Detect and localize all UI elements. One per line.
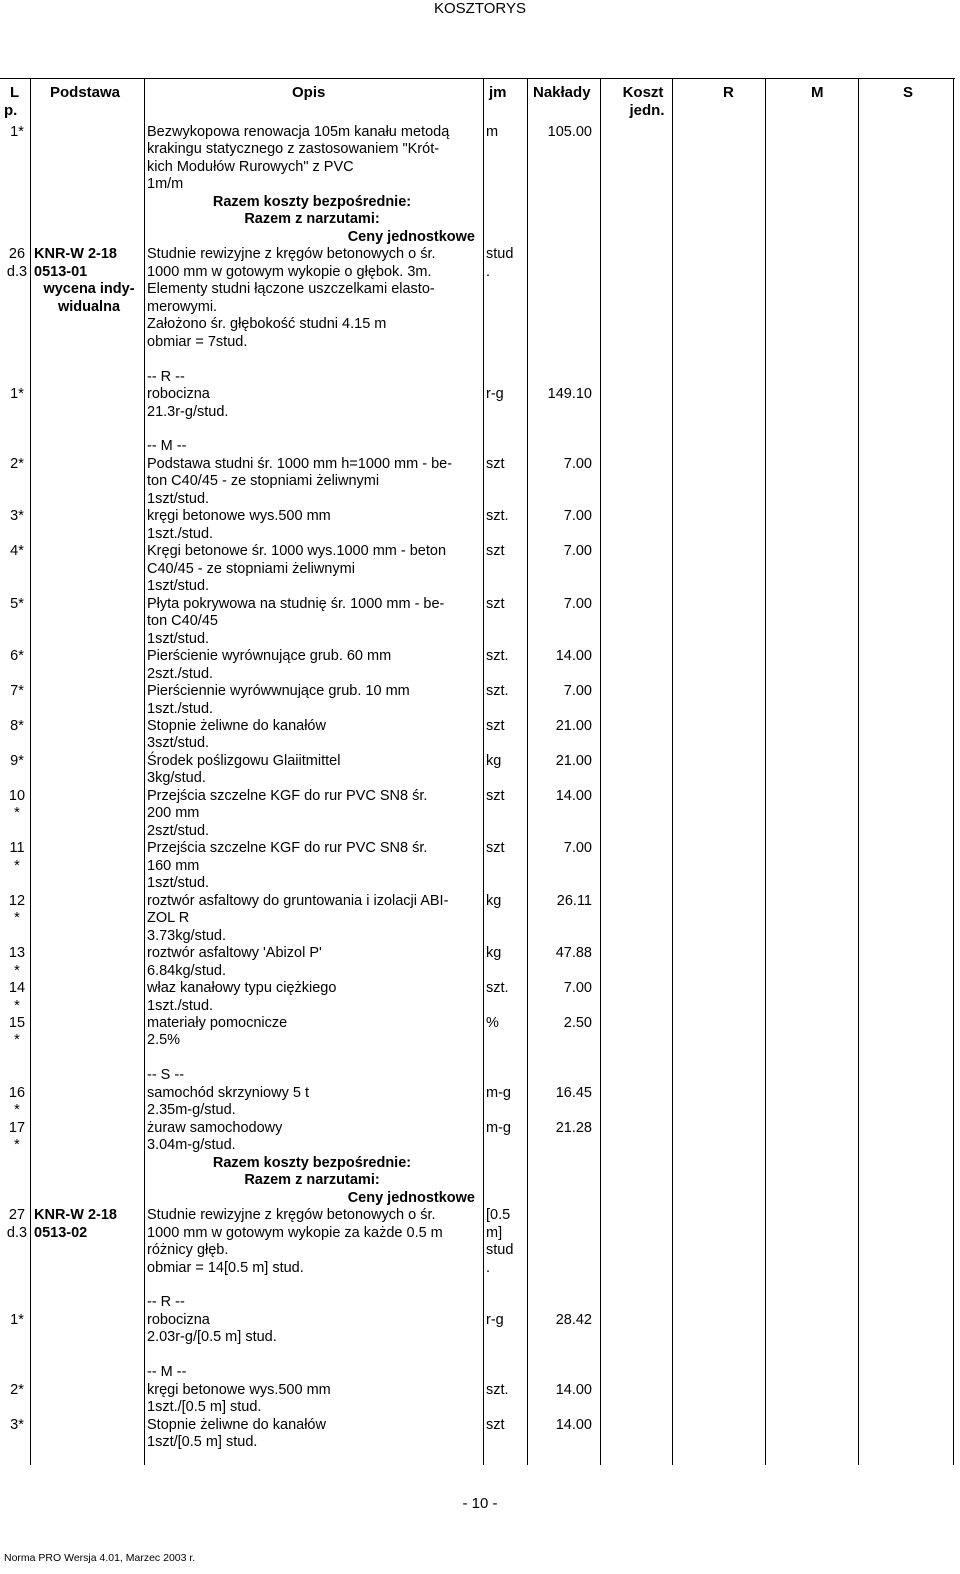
row-opis: Kręgi betonowe śr. 1000 wys.1000 mm - beton (147, 543, 447, 560)
row-lp: * (14, 962, 20, 979)
table-row (0, 176, 960, 194)
table-row (0, 1434, 960, 1452)
row-jm: kg (486, 945, 502, 962)
row-jm: % (486, 1014, 499, 1031)
row-jm: . (486, 1259, 491, 1276)
row-naklady: 16.45 (555, 1084, 592, 1101)
row-opis: 200 mm (147, 805, 200, 822)
row-naklady: 105.00 (547, 124, 592, 140)
row-opis: Założono śr. głębokość studni 4.15 m (147, 316, 387, 333)
row-lp: 1* (10, 386, 24, 403)
row-lp: * (14, 910, 20, 927)
header-opis: Opis (292, 84, 326, 101)
table-row (0, 963, 960, 981)
row-jm: . (486, 263, 491, 280)
header-lp: L p. (4, 84, 20, 119)
header-naklady: Nakłady (533, 84, 591, 101)
row-opis: ZOL R (147, 910, 190, 927)
table-row (0, 1347, 960, 1365)
row-opis: 1szt./stud. (147, 997, 214, 1014)
row-lp: 27 (8, 1207, 26, 1224)
row-jm: szt (486, 787, 505, 804)
row-opis: 21.3r-g/stud. (147, 403, 229, 420)
row-opis: 2.35m-g/stud. (147, 1102, 236, 1119)
row-opis: Pierścienie wyrównujące grub. 60 mm (147, 648, 392, 665)
row-summary-label: Razem z narzutami: (244, 211, 380, 228)
row-opis: 1szt/stud. (147, 630, 210, 647)
row-lp: * (14, 805, 20, 822)
row-lp: 26 (8, 246, 26, 263)
table-row (0, 526, 960, 544)
table-row (0, 1277, 960, 1295)
row-naklady: 14.00 (555, 1416, 592, 1433)
row-lp: 17 (8, 1119, 26, 1136)
row-jm: stud (486, 1242, 514, 1259)
table-row (0, 578, 960, 596)
row-lp: 7* (10, 683, 24, 700)
table-row (0, 875, 960, 893)
table-row (0, 1015, 960, 1033)
table-row (0, 473, 960, 491)
table-row (0, 805, 960, 823)
row-jm: m (486, 124, 499, 140)
row-lp: 4* (10, 543, 24, 560)
row-opis: 1szt/stud. (147, 490, 210, 507)
row-opis: właz kanałowy typu ciężkiego (147, 980, 337, 997)
table-row (0, 246, 960, 264)
table-row (0, 1207, 960, 1225)
table-row (0, 561, 960, 579)
row-podstawa: KNR-W 2-18 (34, 1207, 117, 1224)
row-lp: 2* (10, 455, 24, 472)
table-row (0, 823, 960, 841)
row-opis: 3szt/stud. (147, 735, 210, 752)
table-row (0, 316, 960, 334)
row-opis: kręgi betonowe wys.500 mm (147, 508, 331, 525)
table-row (0, 753, 960, 771)
row-naklady: 21.00 (555, 717, 592, 734)
row-naklady: 7.00 (563, 683, 592, 700)
table-row (0, 1172, 960, 1190)
row-opis: 1szt./stud. (147, 525, 214, 542)
row-opis: Elementy studni łączone uszczelkami elasto- (147, 281, 435, 298)
row-opis: Studnie rewizyjne z kręgów betonowych o śr. (147, 1207, 436, 1224)
row-lp: 15 (8, 1014, 26, 1031)
row-naklady: 47.88 (555, 945, 592, 962)
table-row (0, 1102, 960, 1120)
row-lp: * (14, 1032, 20, 1049)
row-lp: d.3 (6, 1224, 28, 1241)
row-opis: merowymi. (147, 298, 218, 315)
row-opis: 3.04m-g/stud. (147, 1137, 236, 1154)
row-opis: 2szt./stud. (147, 665, 214, 682)
row-naklady: 7.00 (563, 980, 592, 997)
row-lp: * (14, 1102, 20, 1119)
header-koszt: Koszt jedn. (622, 84, 665, 119)
table-row (0, 788, 960, 806)
row-jm: m-g (486, 1119, 511, 1136)
row-opis: Podstawa studni śr. 1000 mm h=1000 mm - be- (147, 455, 453, 472)
table-row (0, 1085, 960, 1103)
header-jm: jm (489, 84, 507, 101)
table-row (0, 264, 960, 282)
row-opis: robocizna (147, 386, 210, 403)
row-opis: Płyta pokrywowa na studnię śr. 1000 mm - be- (147, 595, 445, 612)
row-podstawa: 0513-01 (34, 263, 88, 280)
table-row (0, 141, 960, 159)
table-row (0, 1032, 960, 1050)
row-lp: 11 (9, 840, 25, 857)
row-naklady: 7.00 (563, 840, 592, 857)
row-naklady: 14.00 (555, 648, 592, 665)
row-lp: 8* (10, 717, 24, 734)
row-naklady: 28.42 (555, 1311, 592, 1328)
row-lp: 9* (10, 752, 24, 769)
page-number: - 10 - (462, 1495, 498, 1512)
row-lp: * (14, 857, 20, 874)
row-summary-label: Razem koszty bezpośrednie: (212, 1154, 412, 1171)
row-jm: r-g (486, 1311, 504, 1328)
row-opis: różnicy głęb. (147, 1242, 229, 1259)
row-opis: 2szt/stud. (147, 822, 210, 839)
row-lp: 3* (10, 508, 24, 525)
header-m: M (811, 84, 824, 101)
row-opis: krakingu statycznego z zastosowaniem "Krót- (147, 141, 440, 158)
row-opis: materiały pomocnicze (147, 1014, 288, 1031)
software-version: Norma PRO Wersja 4.01, Marzec 2003 r. (4, 1552, 196, 1564)
row-naklady: 14.00 (555, 787, 592, 804)
row-opis: C40/45 - ze stopniami żeliwnymi (147, 560, 355, 577)
row-naklady: 21.00 (555, 752, 592, 769)
row-summary-label: Ceny jednostkowe (347, 228, 475, 245)
row-opis: roztwór asfaltowy 'Abizol P' (147, 945, 322, 962)
row-lp: * (14, 1137, 20, 1154)
row-opis: -- M -- (147, 438, 187, 455)
table-row (0, 421, 960, 439)
table-row (0, 596, 960, 614)
row-podstawa: widualna (57, 298, 121, 315)
table-row (0, 1329, 960, 1347)
row-naklady: 149.10 (547, 386, 592, 403)
row-opis: kręgi betonowe wys.500 mm (147, 1381, 331, 1398)
row-opis: -- M -- (147, 1364, 187, 1381)
table-row (0, 666, 960, 684)
table-row (0, 683, 960, 701)
table-row (0, 456, 960, 474)
row-opis: 1m/m (147, 176, 184, 193)
row-opis: kich Modułów Rurowych" z PVC (147, 158, 354, 175)
table-row (0, 159, 960, 177)
table-row (0, 980, 960, 998)
row-opis: 1szt./[0.5 m] stud. (147, 1399, 262, 1416)
row-opis: Stopnie żeliwne do kanałów (147, 1416, 326, 1433)
row-opis: -- S -- (147, 1067, 185, 1084)
row-lp: 2* (10, 1381, 24, 1398)
row-jm: szt (486, 1416, 505, 1433)
row-naklady: 21.28 (555, 1119, 592, 1136)
row-jm: szt (486, 840, 505, 857)
row-opis: obmiar = 7stud. (147, 333, 248, 350)
row-opis: 2.5% (147, 1032, 181, 1049)
table-row (0, 508, 960, 526)
row-jm: szt. (486, 1381, 509, 1398)
row-lp: 6* (10, 648, 24, 665)
row-jm: stud (486, 246, 514, 263)
table-row (0, 1294, 960, 1312)
row-naklady: 2.50 (563, 1014, 592, 1031)
table-row (0, 386, 960, 404)
table-row (0, 1242, 960, 1260)
table-row (0, 1155, 960, 1173)
row-opis: samochód skrzyniowy 5 t (147, 1084, 309, 1101)
table-row (0, 438, 960, 456)
row-lp: 1* (10, 124, 24, 140)
table-row (0, 631, 960, 649)
table-row (0, 648, 960, 666)
row-jm: m-g (486, 1084, 511, 1101)
table-row (0, 299, 960, 317)
row-naklady: 14.00 (555, 1381, 592, 1398)
row-naklady: 7.00 (563, 508, 592, 525)
row-lp: * (14, 997, 20, 1014)
row-opis: Stopnie żeliwne do kanałów (147, 717, 326, 734)
row-jm: szt. (486, 648, 509, 665)
row-jm: szt (486, 717, 505, 734)
row-opis: 3kg/stud. (147, 770, 206, 787)
row-opis: 160 mm (147, 857, 200, 874)
table-row (0, 613, 960, 631)
row-opis: 1szt/[0.5 m] stud. (147, 1434, 258, 1451)
row-lp: 16 (8, 1084, 26, 1101)
table-row (0, 124, 960, 142)
row-opis: 1000 mm w gotowym wykopie za każde 0.5 m (147, 1224, 443, 1241)
row-lp: 1* (10, 1311, 24, 1328)
table-row (0, 194, 960, 212)
row-summary-label: Razem koszty bezpośrednie: (212, 193, 412, 210)
table-row (0, 735, 960, 753)
row-naklady: 7.00 (563, 595, 592, 612)
table-row (0, 404, 960, 422)
row-opis: robocizna (147, 1311, 210, 1328)
row-jm: r-g (486, 386, 504, 403)
table-row (0, 1050, 960, 1068)
table-row (0, 1382, 960, 1400)
table-row (0, 211, 960, 229)
row-opis: 6.84kg/stud. (147, 962, 226, 979)
page-title: KOSZTORYS (434, 0, 526, 17)
row-lp: d.3 (6, 263, 28, 280)
row-opis: Przejścia szczelne KGF do rur PVC SN8 śr. (147, 787, 428, 804)
table-row (0, 1417, 960, 1435)
table-row (0, 281, 960, 299)
row-jm: szt. (486, 980, 509, 997)
table-row (0, 858, 960, 876)
header-s: S (903, 84, 914, 101)
row-naklady: 7.00 (563, 455, 592, 472)
row-opis: ton C40/45 - ze stopniami żeliwnymi (147, 473, 380, 490)
table-row (0, 998, 960, 1016)
table-row (0, 491, 960, 509)
row-jm: szt. (486, 683, 509, 700)
row-jm: szt. (486, 508, 509, 525)
row-opis: roztwór asfaltowy do gruntowania i izolacji ABI- (147, 892, 449, 909)
row-lp: 13 (8, 945, 26, 962)
row-opis: 1szt./stud. (147, 700, 214, 717)
row-opis: Przejścia szczelne KGF do rur PVC SN8 śr. (147, 840, 428, 857)
header-r: R (723, 84, 734, 101)
row-opis: Bezwykopowa renowacja 105m kanału metodą (147, 124, 450, 140)
table-row (0, 928, 960, 946)
table-row (0, 1399, 960, 1417)
row-opis: -- R -- (147, 368, 185, 385)
row-opis: 1szt/stud. (147, 875, 210, 892)
row-naklady: 26.11 (556, 892, 592, 909)
row-jm: szt (486, 543, 505, 560)
row-lp: 12 (8, 892, 26, 909)
table-row (0, 840, 960, 858)
row-opis: 3.73kg/stud. (147, 927, 226, 944)
row-lp: 14 (8, 980, 26, 997)
row-opis: żuraw samochodowy (147, 1119, 283, 1136)
row-podstawa: wycena indy- (43, 281, 135, 298)
row-opis: ton C40/45 (147, 613, 218, 630)
table-row (0, 1067, 960, 1085)
table-row (0, 229, 960, 247)
table-row (0, 945, 960, 963)
row-podstawa: KNR-W 2-18 (34, 246, 117, 263)
row-opis: 2.03r-g/[0.5 m] stud. (147, 1329, 277, 1346)
row-naklady: 7.00 (563, 543, 592, 560)
row-opis: Pierściennie wyrówwnujące grub. 10 mm (147, 683, 410, 700)
row-jm: [0.5 (486, 1207, 511, 1224)
row-jm: szt (486, 455, 505, 472)
row-opis: -- R -- (147, 1294, 185, 1311)
table-row (0, 1190, 960, 1208)
row-summary-label: Ceny jednostkowe (347, 1189, 475, 1206)
row-jm: m] (486, 1224, 503, 1241)
table-row (0, 718, 960, 736)
row-opis: Środek poślizgowu Glaiitmittel (147, 752, 341, 769)
table-row (0, 1225, 960, 1243)
table-row (0, 334, 960, 352)
row-opis: Studnie rewizyjne z kręgów betonowych o śr. (147, 246, 436, 263)
row-summary-label: Razem z narzutami: (244, 1172, 380, 1189)
row-podstawa: 0513-02 (34, 1224, 88, 1241)
table-row (0, 893, 960, 911)
table-row (0, 770, 960, 788)
table-row (0, 910, 960, 928)
row-jm: kg (486, 752, 502, 769)
table-row (0, 369, 960, 387)
header-podstawa: Podstawa (50, 84, 121, 101)
row-opis: 1000 mm w gotowym wykopie o głębok. 3m. (147, 263, 432, 280)
table-row (0, 1120, 960, 1138)
row-opis: 1szt/stud. (147, 578, 210, 595)
table-row (0, 701, 960, 719)
row-lp: 3* (10, 1416, 24, 1433)
table-row (0, 1364, 960, 1382)
row-opis: obmiar = 14[0.5 m] stud. (147, 1259, 304, 1276)
table-row (0, 543, 960, 561)
row-lp: 5* (10, 595, 24, 612)
table-row (0, 1312, 960, 1330)
row-jm: kg (486, 892, 502, 909)
table-row (0, 1260, 960, 1278)
table-row (0, 351, 960, 369)
row-jm: szt (486, 595, 505, 612)
table-row (0, 1137, 960, 1155)
row-lp: 10 (8, 787, 26, 804)
